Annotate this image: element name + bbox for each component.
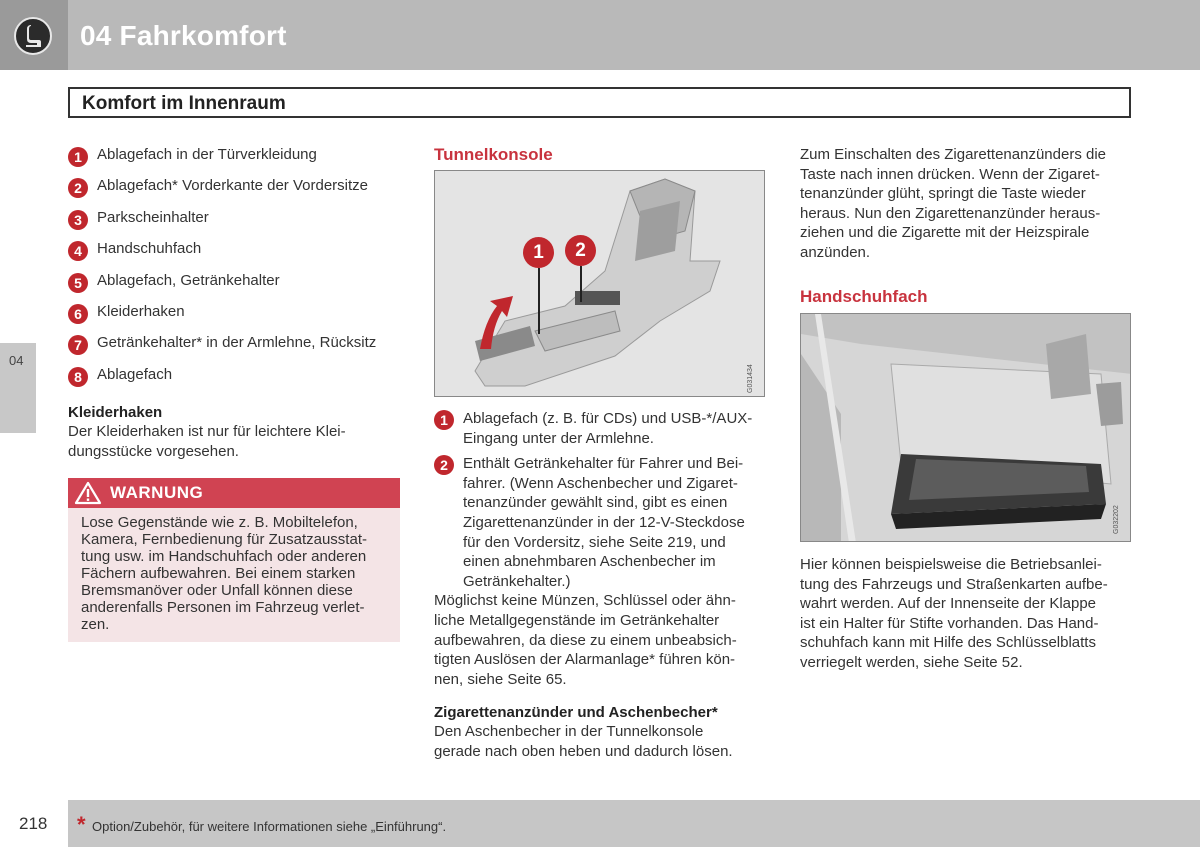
warning-text [81, 514, 393, 633]
list-item-label: Handschuhfach [97, 240, 202, 258]
paragraph-line: Hier können beispielsweise die Betriebsanlei- [800, 556, 1102, 573]
handschuhfach-heading: Handschuhfach [800, 287, 928, 306]
number-badge: 3 [68, 210, 88, 230]
number-badge: 4 [68, 241, 88, 261]
kleiderhaken-line: dungsstücke vorgesehen. [68, 442, 239, 460]
callout-line [580, 266, 582, 302]
tunnel-paragraph [434, 591, 769, 689]
number-badge: 5 [68, 273, 88, 293]
figure-code: G032202 [1113, 505, 1120, 534]
list-item-label: Ablagefach [97, 365, 173, 383]
list-item [68, 146, 408, 177]
warning-box [68, 478, 400, 642]
warning-line: Bremsmanöver oder Unfall können diese [81, 582, 353, 599]
figure-code: G031434 [747, 364, 754, 393]
item-line: Eingang unter der Armlehne. [463, 429, 654, 447]
paragraph-line: liche Metallgegenstände im Getränkehalter [434, 611, 720, 629]
number-badge: 7 [68, 335, 88, 355]
paragraph-line: tigten Auslösen der Alarmanlage* führen kön- [434, 651, 736, 669]
number-badge: 6 [68, 304, 88, 324]
list-item-label: Ablagefach* Vorderkante der Vordersitze [97, 177, 369, 195]
paragraph-line: aufbewahren, da diese zu einem unbeabsich- [434, 631, 737, 649]
chapter-number: 04 [9, 353, 24, 368]
glovebox-illustration [801, 314, 1131, 542]
paragraph-line: nen, siehe Seite 65. [434, 670, 567, 688]
paragraph-line: anzünden. [800, 243, 871, 261]
number-badge: 1 [434, 410, 454, 430]
warning-line: Fächern aufbewahren. Bei einem starken [81, 565, 356, 582]
callout-2: 2 [565, 235, 596, 266]
callout-1: 1 [523, 237, 554, 268]
page-header [0, 0, 1200, 70]
list-item-label: Ablagefach, Getränkehalter [97, 271, 280, 289]
zigarette-line: Den Aschenbecher in der Tunnelkonsole [434, 723, 704, 741]
list-item-label: Kleiderhaken [97, 302, 185, 320]
paragraph-line: Möglichst keine Münzen, Schlüssel oder ähn- [434, 592, 736, 610]
storage-list [68, 146, 408, 397]
kleiderhaken-section [68, 403, 403, 461]
tunnel-item-list [434, 409, 769, 762]
warning-header [68, 478, 400, 508]
section-title: Komfort im Innenraum [82, 93, 286, 114]
list-item [434, 409, 769, 448]
paragraph-line: tenanzünder glüht, springt die Taste wieder [800, 185, 1086, 203]
number-badge: 1 [68, 147, 88, 167]
kleiderhaken-line: Der Kleiderhaken ist nur für leichtere Klei- [68, 423, 346, 440]
footer-bar [68, 800, 1200, 847]
zigarette-section [434, 703, 769, 761]
footnote-star: * [77, 812, 86, 837]
section-title-box [68, 87, 1131, 118]
warning-triangle-icon [74, 481, 102, 505]
paragraph-line: Zum Einschalten des Zigarettenanzünders die [800, 146, 1107, 163]
number-badge: 2 [434, 455, 454, 475]
tunnelkonsole-heading: Tunnelkonsole [434, 145, 553, 164]
tunnel-console-illustration [435, 171, 765, 397]
handschuhfach-text [800, 555, 1135, 673]
paragraph-line: heraus. Nun den Zigarettenanzünder heraus- [800, 204, 1101, 222]
zigarette-heading: Zigarettenanzünder und Aschenbecher* [434, 704, 718, 722]
list-item-label: Parkscheinhalter [97, 208, 209, 226]
seat-icon [14, 17, 52, 55]
list-item-label: Ablagefach in der Türverkleidung [97, 146, 317, 163]
item-line: Enthält Getränkehalter für Fahrer und Bei- [463, 455, 744, 473]
paragraph-line: wahrt werden. Auf der Innenseite der Klappe [800, 595, 1097, 613]
list-item [68, 334, 408, 365]
list-item [68, 366, 408, 397]
warning-line: zen. [81, 616, 110, 633]
item-line: für den Vordersitz, siehe Seite 219, und [463, 533, 726, 551]
item-line: einen abnehmbaren Aschenbecher im [463, 553, 716, 571]
item-line: Zigarettenanzünder in der 12-V-Steckdose [463, 513, 745, 531]
paragraph-line: Taste nach innen drücken. Wenn der Zigaret- [800, 165, 1100, 183]
warning-line: anderenfalls Personen im Fahrzeug verlet- [81, 599, 365, 616]
page-title: 04 Fahrkomfort [80, 20, 287, 51]
list-item [68, 272, 408, 303]
warning-line: Kamera, Fernbedienung für Zusatzausstat- [81, 531, 367, 548]
warning-line: Lose Gegenstände wie z. B. Mobiltelefon, [81, 514, 358, 531]
zigarette-continued [800, 145, 1135, 263]
paragraph-line: ist ein Halter für Stifte vorhanden. Das Hand- [800, 614, 1099, 632]
item-line: Getränkehalter.) [463, 572, 571, 590]
paragraph-line: schuhfach kann mit Hilfe des Schlüsselblatts [800, 634, 1096, 652]
item-line: tenanzünder gewählt sind, gibt es einen [463, 494, 728, 512]
list-item-label: Getränkehalter* in der Armlehne, Rücksitz [97, 334, 377, 352]
handschuhfach-figure [800, 313, 1131, 542]
warning-title: WARNUNG [110, 483, 204, 502]
kleiderhaken-heading: Kleiderhaken [68, 404, 163, 421]
chapter-side-tab [0, 343, 36, 433]
footnote-text: Option/Zubehör, für weitere Informationen siehe „Einführung“. [92, 819, 447, 834]
tunnelkonsole-figure [434, 170, 765, 397]
page-number: 218 [19, 814, 48, 833]
callout-line [538, 268, 540, 334]
number-badge: 2 [68, 178, 88, 198]
warning-line: tung usw. im Handschuhfach oder anderen [81, 548, 367, 565]
zigarette-line: gerade nach oben heben und dadurch lösen. [434, 742, 733, 760]
header-tab [0, 0, 68, 70]
paragraph-line: ziehen und die Zigarette mit der Heizspirale [800, 224, 1090, 242]
list-item [68, 303, 408, 334]
item-line: Ablagefach (z. B. für CDs) und USB-*/AUX- [463, 410, 753, 427]
item-line: fahrer. (Wenn Aschenbecher und Zigaret- [463, 474, 738, 492]
paragraph-line: tung des Fahrzeugs und Straßenkarten aufbe- [800, 575, 1108, 593]
list-item [68, 240, 408, 271]
number-badge: 8 [68, 367, 88, 387]
list-item [434, 454, 769, 591]
list-item [68, 209, 408, 240]
paragraph-line: verriegelt werden, siehe Seite 52. [800, 653, 1023, 671]
list-item [68, 177, 408, 208]
